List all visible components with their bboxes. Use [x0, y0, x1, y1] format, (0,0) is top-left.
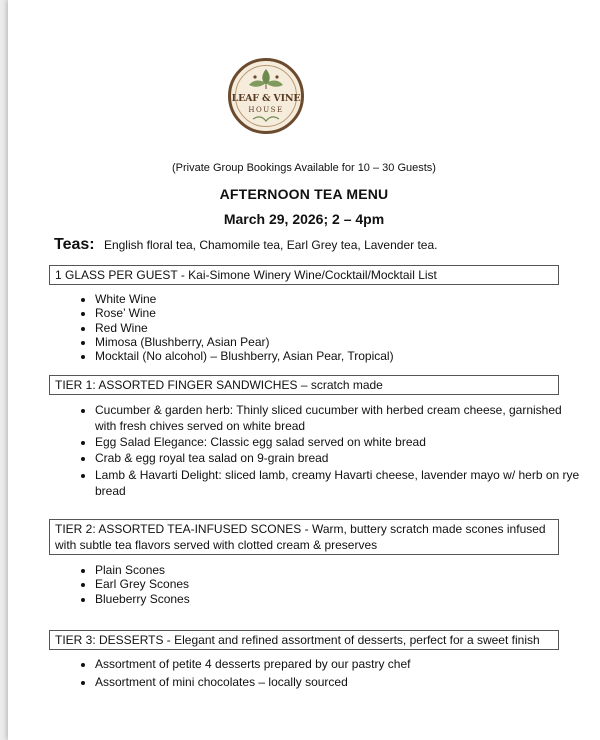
list-item: • Blueberry Scones	[95, 592, 585, 606]
list-item: • Assortment of mini chocolates – locally sourced	[95, 675, 585, 689]
list-item: • Mimosa (Blushberry, Asian Pear)	[95, 335, 585, 349]
list-item: • Crab & egg royal tea salad on 9-grain bread	[95, 450, 585, 466]
drinks-list	[70, 292, 585, 363]
menu-title: AFTERNOON TEA MENU	[219, 186, 389, 202]
tier1-heading: TIER 1: ASSORTED FINGER SANDWICHES – scratch made	[49, 375, 559, 395]
list-item: • Plain Scones	[95, 563, 585, 577]
list-item: • Egg Salad Elegance: Classic egg salad served on white bread	[95, 434, 585, 450]
booking-note: (Private Group Bookings Available for 10 – 30 Guests)	[172, 162, 436, 174]
event-date: March 29, 2026; 2 – 4pm	[223, 211, 385, 227]
list-item: • Earl Grey Scones	[95, 577, 585, 591]
logo-text-line1: LEAF & VINE	[231, 93, 301, 104]
drinks-heading: 1 GLASS PER GUEST - Kai-Simone Winery Wine/Cocktail/Mocktail List	[49, 265, 559, 285]
list-item: • White Wine	[95, 292, 585, 306]
list-item: • Cucumber & garden herb: Thinly sliced cucumber with herbed cream cheese, garnished with fresh chives served on white bread	[95, 402, 585, 434]
teas-line	[54, 236, 437, 254]
tier3-list	[70, 657, 585, 690]
list-item: • Lamb & Havarti Delight: sliced lamb, creamy Havarti cheese, lavender mayo w/ herb on rye bread	[95, 467, 585, 499]
tier2-list	[70, 563, 585, 606]
tier2-heading: TIER 2: ASSORTED TEA-INFUSED SCONES - Warm, buttery scratch made scones infused with subtle tea flavors served with clotted cream & preserves	[49, 519, 559, 555]
leaf-and-vine-logo	[228, 58, 304, 134]
logo-text-line2: HOUSE	[248, 106, 284, 114]
list-item: • Red Wine	[95, 321, 585, 335]
list-item: • Rose’ Wine	[95, 306, 585, 320]
menu-page	[8, 0, 600, 740]
leaf-flourish-icon	[231, 61, 301, 131]
teas-label: Teas:	[54, 236, 95, 253]
teas-list: English floral tea, Chamomile tea, Earl Grey tea, Lavender tea.	[103, 238, 438, 252]
list-item: • Mocktail (No alcohol) – Blushberry, Asian Pear, Tropical)	[95, 349, 585, 363]
tier1-list	[70, 402, 585, 499]
list-item: • Assortment of petite 4 desserts prepared by our pastry chef	[95, 657, 585, 671]
tier3-heading: TIER 3: DESSERTS - Elegant and refined assortment of desserts, perfect for a sweet finish	[49, 630, 559, 650]
